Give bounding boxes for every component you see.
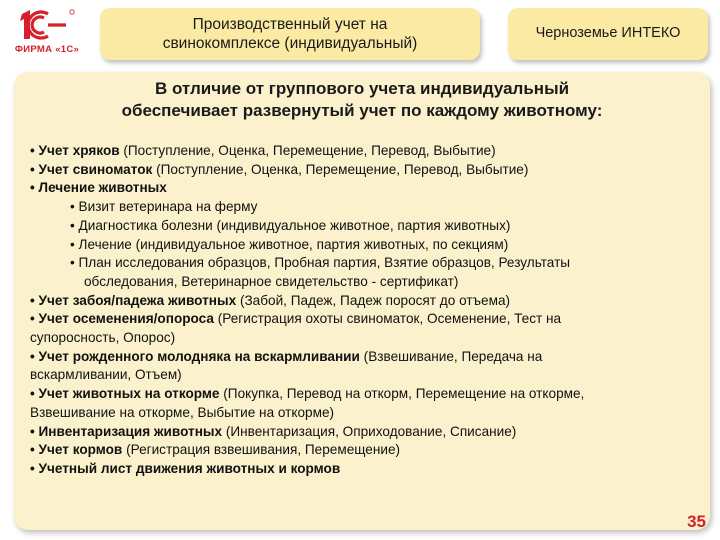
panel-heading bbox=[14, 78, 710, 122]
1c-logo-mark bbox=[8, 6, 86, 46]
list-item-continuation: супоросность, Опорос) bbox=[30, 330, 176, 346]
panel-heading-line1: В отличие от группового учета индивидуальный bbox=[154, 79, 570, 98]
list-item-bold: • Инвентаризация животных bbox=[30, 423, 223, 439]
list-item bbox=[30, 179, 704, 198]
list-item-bold: • Учетный лист движения животных и кормов bbox=[30, 460, 341, 476]
panel-heading-line2: обеспечивает развернутый учет по каждому животному: bbox=[121, 101, 603, 120]
list-item bbox=[30, 423, 704, 442]
slide-title-line1: Производственный учет на bbox=[192, 16, 388, 33]
list-subitem: • План исследования образцов, Пробная партия, Взятие образцов, Результаты bbox=[70, 255, 571, 271]
slide-header bbox=[0, 0, 720, 66]
slide-title bbox=[100, 15, 480, 53]
list-item-bold: • Учет кормов bbox=[30, 442, 123, 458]
list-item bbox=[30, 310, 704, 329]
list-item-bold: • Учет осеменения/опороса bbox=[30, 311, 214, 327]
list-subitem: • Диагностика болезни (индивидуальное животное, партия животных) bbox=[70, 217, 511, 233]
list-subitem: • Визит ветеринара на ферму bbox=[70, 199, 258, 215]
list-item-continuation: вскармливании, Отъем) bbox=[30, 367, 182, 383]
list-item-text: (Взвешивание, Передача на bbox=[359, 348, 543, 364]
list-item-bold: • Учет свиноматок bbox=[30, 161, 153, 177]
feature-list bbox=[30, 142, 704, 479]
list-item bbox=[30, 385, 704, 404]
list-item-text: (Регистрация взвешивания, Перемещение) bbox=[122, 442, 401, 458]
logo-subtitle: ФИРМА «1С» bbox=[14, 44, 80, 55]
list-item-text: (Регистрация охоты свиноматок, Осеменение, Тест на bbox=[213, 311, 562, 327]
list-item-text: (Инвентаризация, Оприходование, Списание) bbox=[222, 423, 517, 439]
list-item-text: (Поступление, Оценка, Перемещение, Перевод, Выбытие) bbox=[152, 161, 529, 177]
1c-logo bbox=[8, 6, 86, 60]
list-item bbox=[30, 348, 704, 367]
list-item bbox=[30, 142, 704, 161]
list-item-bold: • Лечение животных bbox=[30, 180, 167, 196]
list-subitem-continuation: обследования, Ветеринарное свидетельство - сертификат) bbox=[84, 273, 459, 289]
list-item bbox=[30, 161, 704, 180]
list-subitem: • Лечение (индивидуальное животное, партия животных, по секциям) bbox=[70, 236, 509, 252]
list-item bbox=[30, 292, 704, 311]
list-item-bold: • Учет хряков bbox=[30, 143, 120, 158]
list-item bbox=[30, 441, 704, 460]
list-item bbox=[30, 460, 704, 479]
slide-title-line2: свинокомплексе (индивидуальный) bbox=[162, 35, 418, 52]
content-panel bbox=[14, 72, 710, 530]
list-item-text: (Покупка, Перевод на откорм, Перемещение на откорме, bbox=[219, 386, 585, 402]
page-number: 35 bbox=[687, 512, 706, 531]
list-item-bold: • Учет забоя/падежа животных bbox=[30, 292, 237, 308]
list-item-text: (Забой, Падеж, Падеж поросят до отъема) bbox=[236, 292, 511, 308]
list-item-bold: • Учет рожденного молодняка на вскармливании bbox=[30, 348, 360, 364]
list-item-bold: • Учет животных на откорме bbox=[30, 386, 220, 402]
region-box bbox=[508, 8, 708, 60]
title-box bbox=[100, 8, 480, 60]
list-item-text: (Поступление, Оценка, Перемещение, Перевод, Выбытие) bbox=[119, 143, 496, 158]
list-item-continuation: Взвешивание на откорме, Выбытие на откорме) bbox=[30, 404, 335, 420]
region-label: Черноземье ИНТЕКО bbox=[535, 25, 681, 41]
